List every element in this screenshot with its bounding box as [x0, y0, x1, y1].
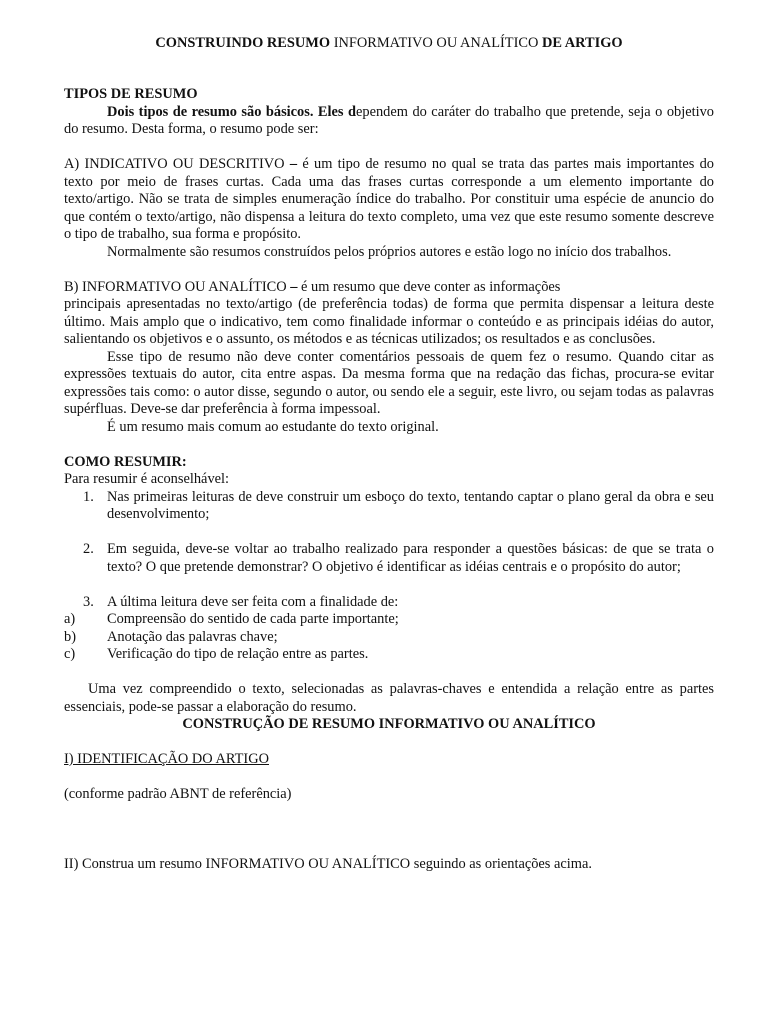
step-text: A última leitura deve ser feita com a finalidade de:	[107, 593, 399, 610]
title-part-1: CONSTRUINDO RESUMO	[155, 35, 331, 51]
list-item	[64, 594, 714, 612]
tipos-heading: TIPOS DE RESUMO	[64, 86, 198, 102]
document-page	[64, 34, 714, 873]
step-text: Em seguida, deve-se voltar ao trabalho realizado para responder a questões básicas: de que se trata o texto? O que pretende demonstrar? O objetivo é identificar as idéias centrais e o propósito do autor;	[107, 541, 714, 575]
sub-item-letter: b)	[64, 628, 76, 645]
informativo-first-text: é um resumo que deve conter as informações	[301, 278, 561, 295]
informativo-dash: –	[286, 278, 302, 295]
sub-item-text: Compreensão do sentido de cada parte importante;	[107, 611, 399, 627]
tipos-intro-bold: Dois tipos de resumo são básicos. Eles d	[107, 103, 357, 120]
list-item	[64, 629, 714, 647]
como-sub-list	[64, 611, 714, 664]
como-closing: Uma vez compreendido o texto, selecionadas as palavras-chaves e entendida a relação entre as partes essenciais, pode-se passar a elaboração do resumo.	[64, 681, 714, 715]
section-2-instruction: II) Construa um resumo INFORMATIVO OU ANALÍTICO seguindo as orientações acima.	[64, 855, 592, 872]
como-steps-list	[64, 489, 714, 612]
informativo-para2: Esse tipo de resumo não deve conter comentários pessoais de quem fez o resumo. Quando citar as expressões textuais do autor, cita entre aspas. Da mesma forma que na redação das fichas, procura-se evitar expressões tais como: o autor disse, segundo o autor, ou sendo ele a seguir, este livro, ou sejam todas as palavras supérfluas. Deve-se dar preferência à forma impessoal.	[64, 348, 714, 417]
como-intro: Para resumir é aconselhável:	[64, 471, 230, 487]
step-number: 1.	[83, 488, 94, 505]
informativo-body: principais apresentadas no texto/artigo (de preferência todas) de forma que permita dispensar a leitura deste último. Mais amplo que o indicativo, tem como finalidade informar o conteúdo e as principais idéias do autor, salientando os objetivos e o assunto, os métodos e as técnicas utilizados; os resultados e as conclusões.	[64, 296, 714, 347]
construcao-heading: CONSTRUÇÃO DE RESUMO INFORMATIVO OU ANALÍTICO	[182, 716, 596, 732]
como-heading: COMO RESUMIR:	[64, 453, 187, 470]
sub-item-text: Verificação do tipo de relação entre as partes.	[107, 646, 369, 662]
step-text: Nas primeiras leituras de deve construir um esboço do texto, tentando captar o plano geral da obra e seu desenvolvimento;	[107, 488, 714, 522]
indicativo-paragraph	[64, 156, 714, 244]
indicativo-label: A) INDICATIVO OU DESCRITIVO	[64, 156, 285, 172]
list-item	[64, 489, 714, 524]
list-item	[64, 611, 714, 629]
tipos-intro-rest: ependem do caráter do trabalho que pretende, seja o objetivo do resumo. Desta forma, o resumo pode ser:	[64, 103, 715, 137]
sub-item-letter: c)	[64, 646, 76, 662]
informativo-para3: É um resumo mais comum ao estudante do texto original.	[107, 418, 439, 435]
title-part-2: INFORMATIVO OU ANALÍTICO	[330, 35, 542, 51]
document-title	[64, 34, 714, 52]
list-item	[64, 646, 714, 664]
indicativo-dash: –	[284, 156, 303, 172]
sub-item-letter: a)	[64, 611, 76, 627]
section-1-title	[64, 751, 714, 769]
tipos-intro	[64, 104, 714, 139]
indicativo-body: é um tipo de resumo no qual se trata das partes mais importantes do texto por meio de frases curtas. Cada uma das frases curtas corresponde a um elemento importante do texto/artigo. Não se trata de simples enumeração índice do trabalho. Por constituir uma espécie de anuncio do que contém o texto/artigo, não dispensa a leitura do texto completo, uma vez que este resumo somente descreve o tipo de trabalho, sua forma e propósito.	[64, 156, 715, 242]
sub-item-text: Anotação das palavras chave;	[107, 628, 278, 645]
step-number: 3.	[83, 593, 94, 610]
title-part-3: DE ARTIGO	[541, 35, 623, 51]
indicativo-note: Normalmente são resumos construídos pelos próprios autores e estão logo no início dos trabalhos.	[107, 243, 672, 260]
list-item	[64, 541, 714, 576]
informativo-first-line	[64, 279, 714, 297]
informativo-label: B) INFORMATIVO OU ANALÍTICO	[64, 278, 287, 295]
step-number: 2.	[83, 541, 94, 557]
section-1-note: (conforme padrão ABNT de referência)	[64, 786, 292, 802]
section-1-label: I) IDENTIFICAÇÃO DO ARTIGO	[64, 751, 269, 767]
